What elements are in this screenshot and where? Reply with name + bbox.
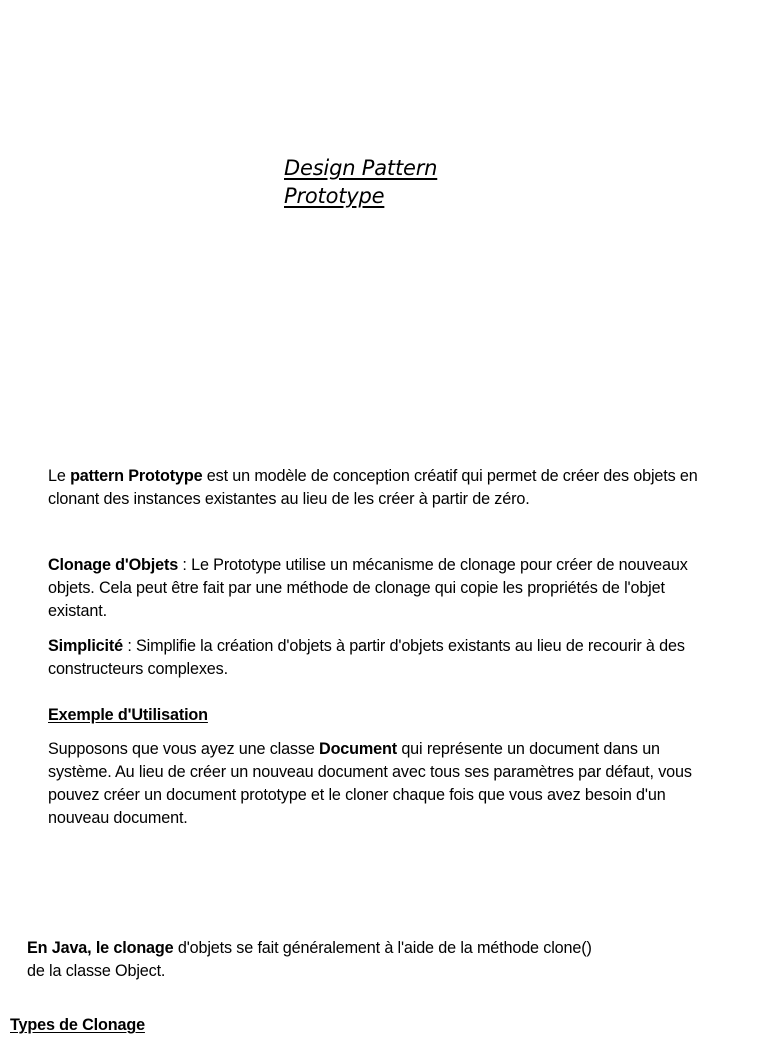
types-heading: Types de Clonage	[10, 1016, 145, 1034]
exemple-bold-term: Document	[319, 740, 397, 758]
java-paragraph	[27, 937, 687, 983]
exemple-heading-block	[48, 704, 708, 727]
clonage-text: : Le Prototype utilise un mécanisme de clonage pour créer de nouveaux objets. Cela peut être fait par une méthode de clonage qui copie les propriétés de l'objet existant.	[48, 556, 688, 620]
intro-pre: Le	[48, 467, 71, 485]
clonage-paragraph	[48, 554, 708, 623]
simplicite-text: : Simplifie la création d'objets à partir d'objets existants au lieu de recourir à des constructeurs complexes.	[48, 637, 685, 678]
java-line1-rest: d'objets se fait généralement à l'aide de la méthode clone()	[173, 939, 592, 957]
java-line2: de la classe Object.	[27, 962, 166, 980]
simplicite-paragraph	[48, 635, 708, 681]
intro-bold-term: pattern Prototype	[70, 467, 203, 485]
exemple-paragraph	[48, 738, 708, 830]
types-heading-block	[10, 1014, 670, 1037]
clonage-term: Clonage d'Objets	[48, 556, 179, 574]
java-bold-term: En Java, le clonage	[27, 939, 174, 957]
intro-paragraph	[48, 465, 708, 511]
exemple-post: qui représente un document dans un système. Au lieu de créer un nouveau document avec tous ses paramètres par défaut, vous pouvez créer un document prototype et le cloner chaque fois que vous avez besoin d'un nouveau document.	[48, 740, 692, 827]
intro-post: est un modèle de conception créatif qui permet de créer des objets en clonant des instances existantes au lieu de les créer à partir de zéro.	[48, 467, 698, 508]
title-line-1: Design Pattern	[284, 156, 438, 180]
title-line-2: Prototype	[284, 184, 385, 208]
simplicite-term: Simplicité	[48, 637, 123, 655]
exemple-heading: Exemple d'Utilisation	[48, 706, 208, 724]
exemple-pre: Supposons que vous ayez une classe	[48, 740, 320, 758]
document-title	[284, 154, 437, 210]
